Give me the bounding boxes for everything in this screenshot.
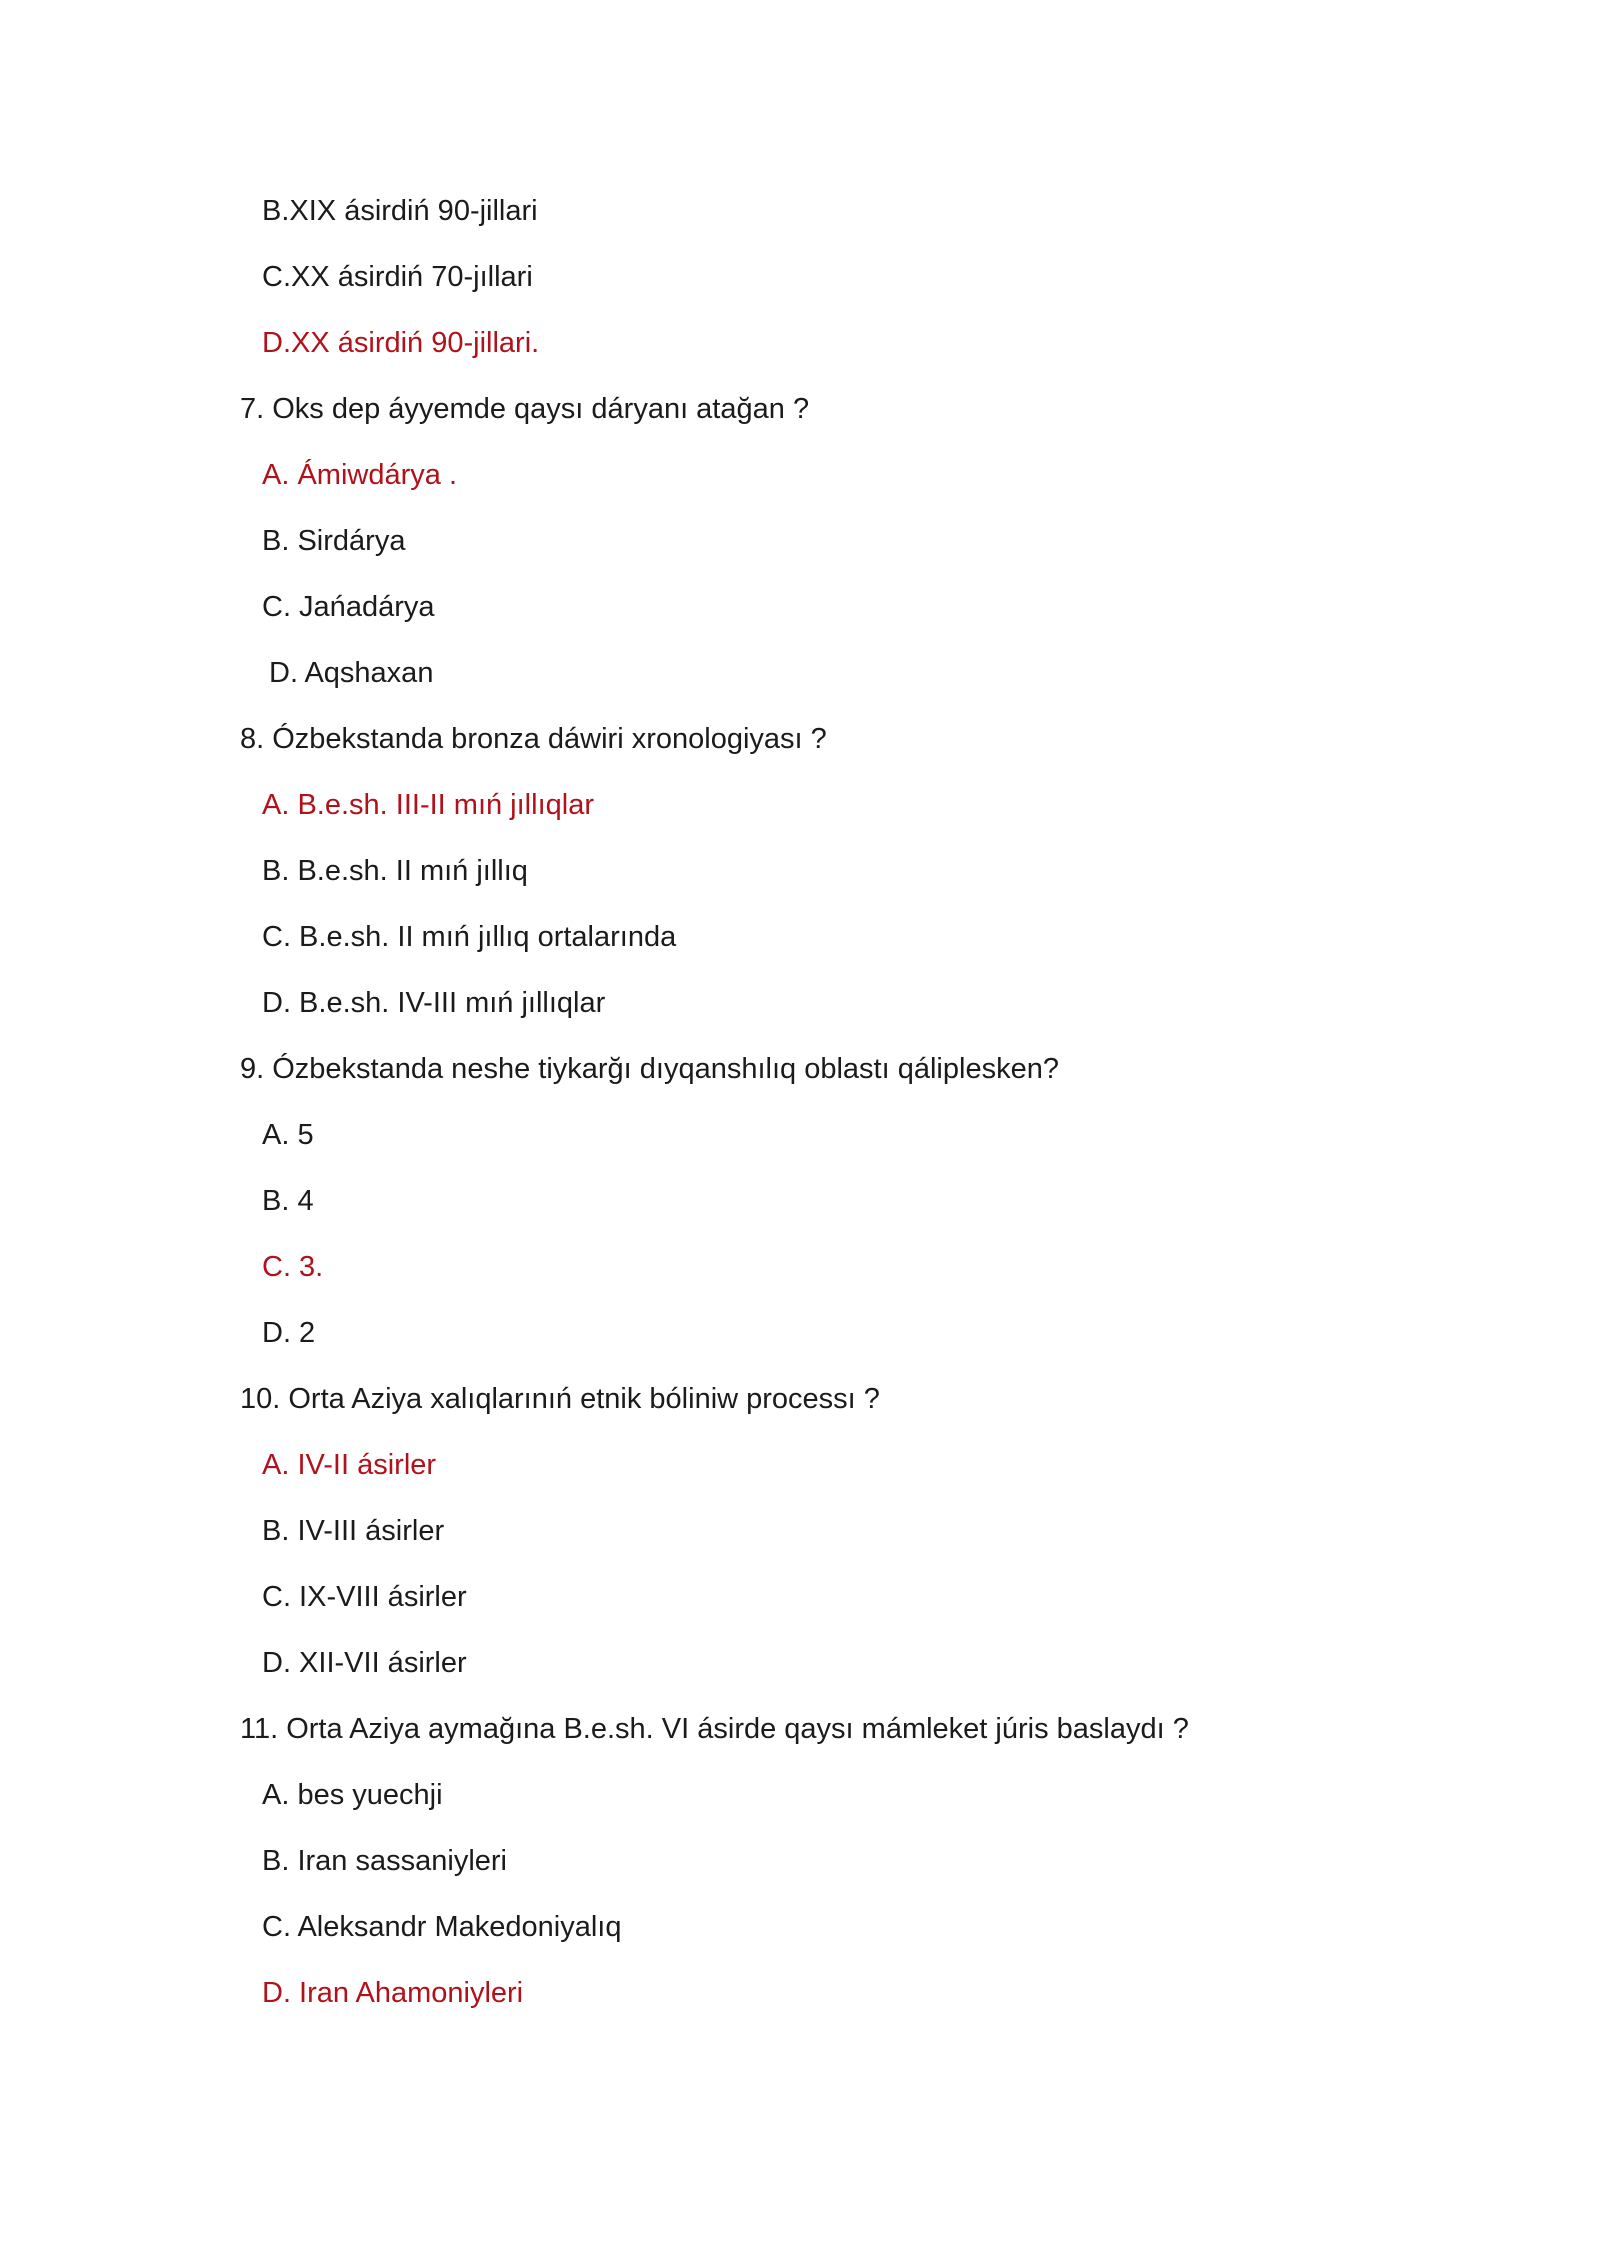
answer-option-b: B. 4 — [262, 1185, 314, 1217]
answer-option-d-correct: D.XX ásirdiń 90-jillari. — [262, 327, 540, 359]
question-9: 9. Ózbekstanda neshe tiykarğı dıyqanshılıq oblastı qáliplesken? — [240, 1053, 1059, 1085]
answer-option-d: D. Aqshaxan — [269, 657, 434, 689]
answer-option-d-correct: D. Iran Ahamoniyleri — [262, 1977, 524, 2009]
answer-option-c: C. Jańadárya — [262, 591, 435, 623]
answer-option-c: C. Aleksandr Makedoniyalıq — [262, 1911, 622, 1943]
question-10: 10. Orta Aziya xalıqlarınıń etnik bóliniw processı ? — [240, 1383, 880, 1415]
question-8: 8. Ózbekstanda bronza dáwiri xronologiyası ? — [240, 723, 827, 755]
answer-option-c: C.XX ásirdiń 70-jıllari — [262, 261, 533, 293]
answer-option-d: D. 2 — [262, 1317, 316, 1349]
answer-option-c: C. IX-VIII ásirler — [262, 1581, 467, 1613]
answer-option-b: B.XIX ásirdiń 90-jillari — [262, 195, 538, 227]
question-11: 11. Orta Aziya aymağına B.e.sh. VI ásirde qaysı mámleket júris baslaydı ? — [240, 1713, 1189, 1745]
answer-option-d: D. B.e.sh. IV-III mıń jıllıqlar — [262, 987, 606, 1019]
answer-option-b: B. IV-III ásirler — [262, 1515, 445, 1547]
answer-option-c: C. B.e.sh. II mıń jıllıq ortalarında — [262, 921, 677, 953]
answer-option-a-correct: A. IV-II ásirler — [262, 1449, 437, 1481]
answer-option-b: B. B.e.sh. II mıń jıllıq — [262, 855, 528, 887]
answer-option-c-correct: C. 3. — [262, 1251, 324, 1283]
question-7: 7. Oks dep áyyemde qaysı dáryanı atağan ? — [240, 393, 810, 425]
answer-option-a: A. 5 — [262, 1119, 314, 1151]
answer-option-a: A. bes yuechji — [262, 1779, 443, 1811]
answer-option-b: B. Sirdárya — [262, 525, 406, 557]
answer-option-a-correct: A. Ámiwdárya . — [262, 459, 457, 491]
answer-option-d: D. XII-VII ásirler — [262, 1647, 467, 1679]
answer-option-b: B. Iran sassaniyleri — [262, 1845, 507, 1877]
answer-option-a-correct: A. B.e.sh. III-II mıń jıllıqlar — [262, 789, 594, 821]
